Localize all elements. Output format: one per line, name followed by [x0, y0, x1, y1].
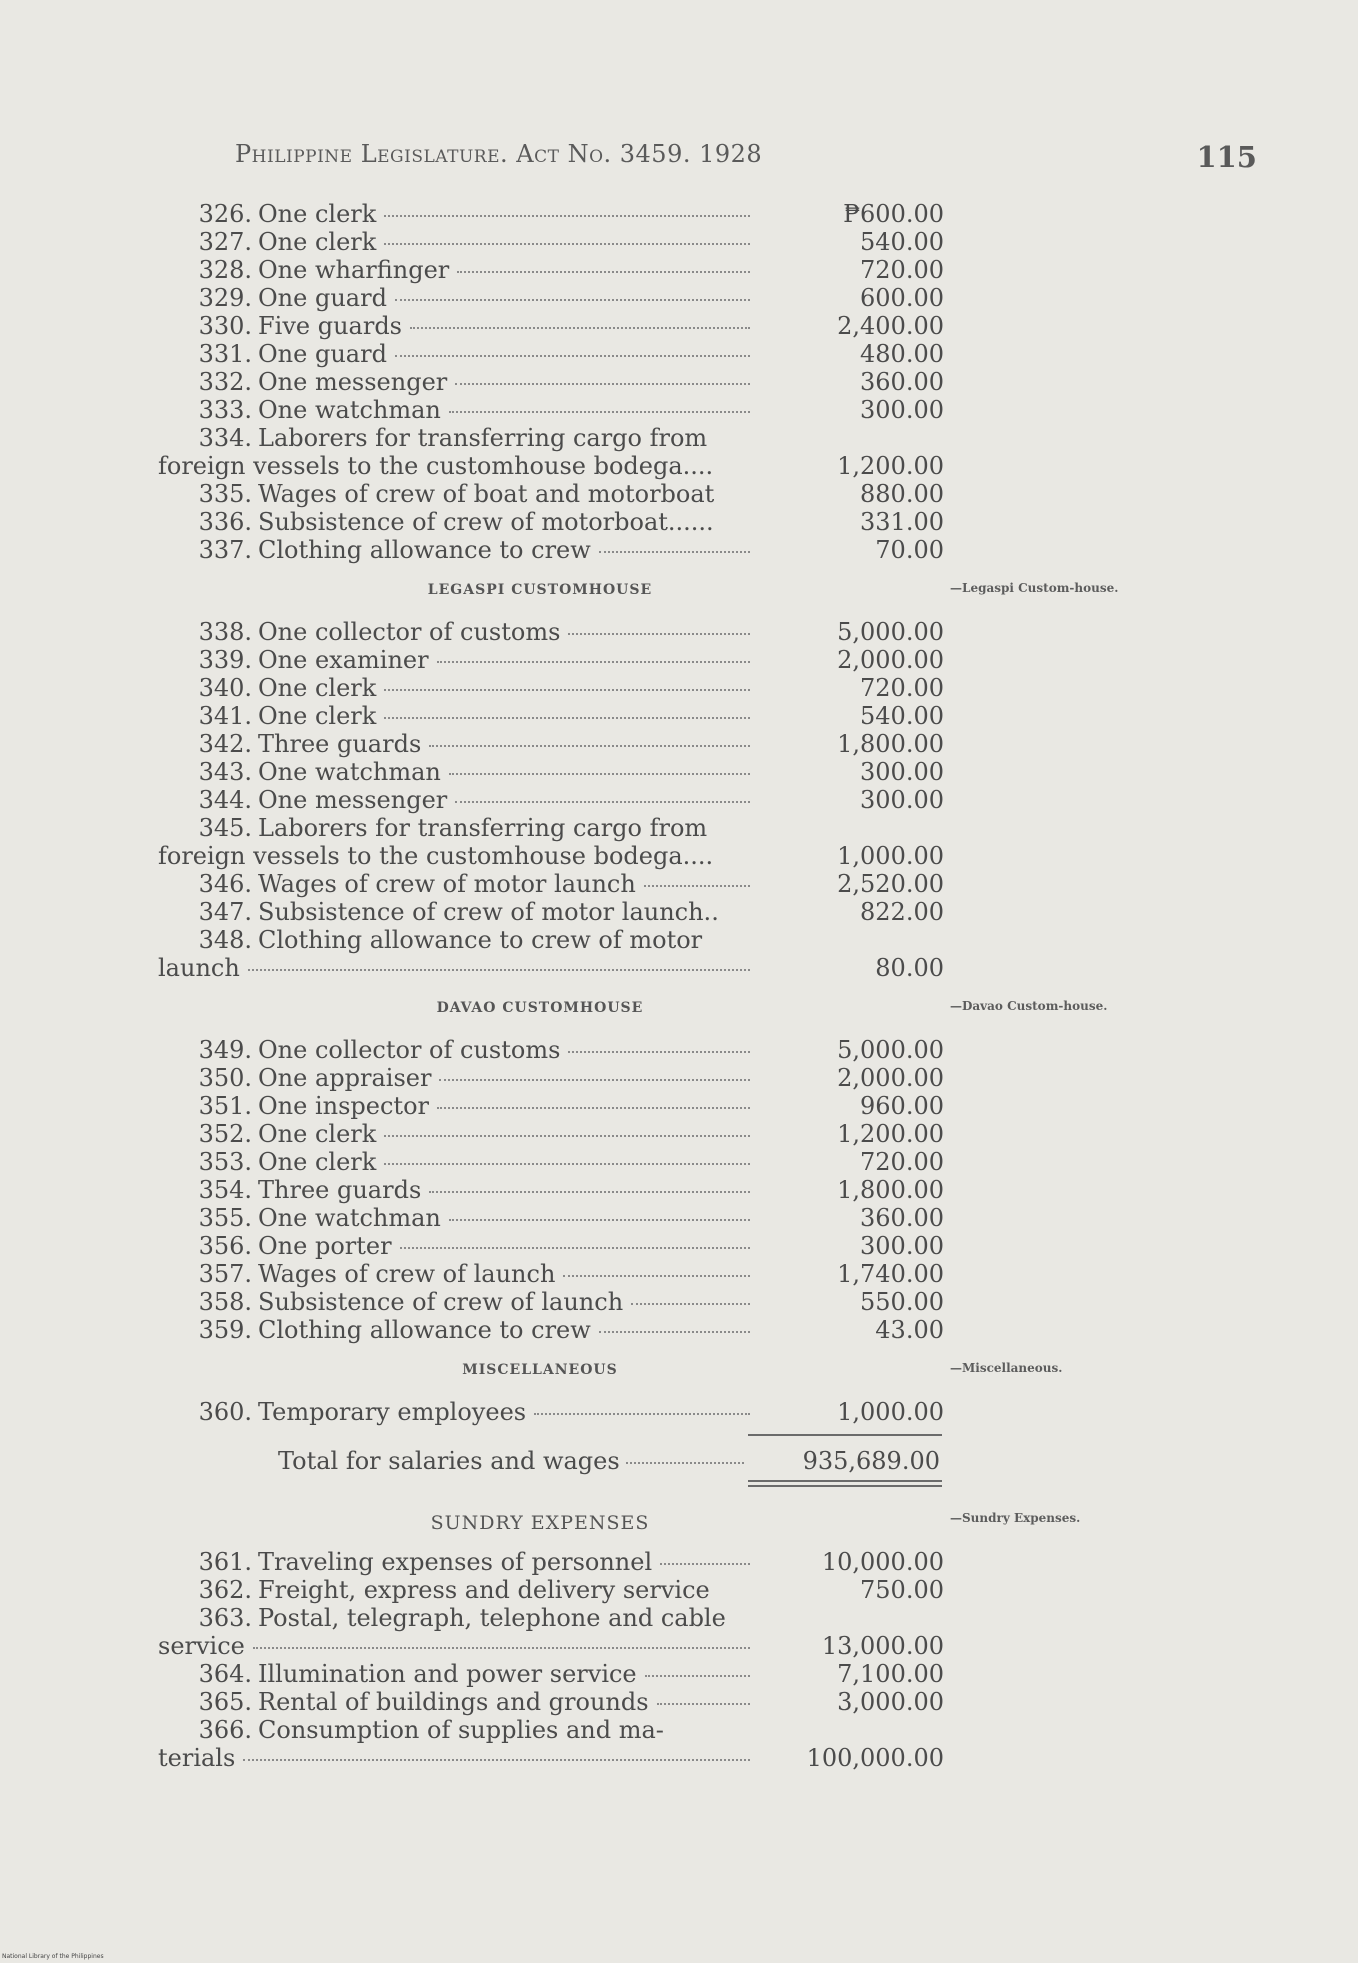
line-item: [0, 396, 960, 424]
item-label: Traveling expenses of personnel: [258, 1548, 750, 1576]
item-number: 347.: [198, 898, 252, 926]
item-amount: 300.00: [860, 786, 944, 814]
leader-dots: [449, 772, 750, 775]
item-amount: 1,000.00: [837, 842, 944, 870]
item-number: 327.: [198, 228, 252, 256]
leader-dots: [568, 632, 750, 635]
item-label: Freight, express and delivery service: [258, 1576, 710, 1604]
line-item: [0, 1232, 960, 1260]
item-number: 354.: [198, 1176, 252, 1204]
leader-dots: [599, 550, 750, 553]
line-item: [0, 424, 960, 452]
item-amount: 360.00: [860, 1204, 944, 1232]
leader-dots: [437, 660, 750, 663]
line-item: [0, 1716, 960, 1744]
item-number: 360.: [198, 1398, 252, 1426]
item-amount: ₱600.00: [843, 200, 944, 228]
item-amount: 2,000.00: [837, 1064, 944, 1092]
leader-dots: [384, 1162, 750, 1165]
item-label: One wharfinger: [258, 256, 750, 284]
item-amount: 70.00: [875, 536, 944, 564]
line-item: [0, 1204, 960, 1232]
item-number: 329.: [198, 284, 252, 312]
item-label: launch: [158, 954, 750, 982]
item-number: 328.: [198, 256, 252, 284]
page-number: 115: [1196, 140, 1257, 174]
item-number: 338.: [198, 618, 252, 646]
line-item: [0, 1064, 960, 1092]
line-item: [0, 1148, 960, 1176]
item-number: 335.: [198, 480, 252, 508]
item-number: 337.: [198, 536, 252, 564]
page-header: [235, 140, 1265, 180]
total-label: Total for salaries and wages: [278, 1446, 744, 1476]
margin-note: —Legaspi Custom-house.: [950, 581, 1119, 595]
item-amount: 100,000.00: [806, 1744, 944, 1772]
item-number: 342.: [198, 730, 252, 758]
item-label: Laborers for transferring cargo from: [258, 814, 708, 842]
item-number: 336.: [198, 508, 252, 536]
line-item: [0, 618, 960, 646]
item-number: 361.: [198, 1548, 252, 1576]
item-label: One watchman: [258, 758, 750, 786]
leader-dots: [449, 1218, 750, 1221]
item-number: 359.: [198, 1316, 252, 1344]
line-item: [0, 452, 960, 480]
item-number: 362.: [198, 1576, 252, 1604]
leader-dots: [660, 1562, 750, 1565]
item-number: 366.: [198, 1716, 252, 1744]
item-amount: 5,000.00: [837, 1036, 944, 1064]
item-label: One inspector: [258, 1092, 750, 1120]
leader-dots: [457, 270, 750, 273]
item-label: One messenger: [258, 368, 750, 396]
line-item: [0, 1036, 960, 1064]
leader-dots: [410, 326, 750, 329]
leader-dots: [644, 884, 750, 887]
running-title: Philippine Legislature. Act No. 3459. 1928: [235, 140, 763, 168]
item-label: One collector of customs: [258, 1036, 750, 1064]
item-amount: 80.00: [875, 954, 944, 982]
leader-dots: [384, 688, 750, 691]
section-heading: SUNDRY EXPENSES: [430, 1512, 650, 1534]
line-item: [0, 1316, 960, 1344]
line-item: [0, 1744, 960, 1772]
leader-dots: [384, 214, 750, 217]
item-label: One watchman: [258, 396, 750, 424]
item-label: foreign vessels to the customhouse bodega....: [158, 842, 714, 870]
line-item: [0, 1398, 960, 1426]
item-number: 364.: [198, 1660, 252, 1688]
item-amount: 720.00: [860, 1148, 944, 1176]
item-amount: 3,000.00: [837, 1688, 944, 1716]
item-label: Postal, telegraph, telephone and cable: [258, 1604, 726, 1632]
line-item: [0, 1120, 960, 1148]
item-number: 339.: [198, 646, 252, 674]
line-item: [0, 814, 960, 842]
total-rule-top: [748, 1434, 942, 1436]
item-label: Subsistence of crew of motorboat......: [258, 508, 714, 536]
item-label: One clerk: [258, 1120, 750, 1148]
item-label: Clothing allowance to crew: [258, 1316, 750, 1344]
item-label: Five guards: [258, 312, 750, 340]
item-label: Wages of crew of boat and motorboat: [258, 480, 715, 508]
leader-dots: [563, 1274, 750, 1277]
leader-dots: [384, 716, 750, 719]
leader-dots: [248, 968, 750, 971]
item-amount: 600.00: [860, 284, 944, 312]
item-number: 358.: [198, 1288, 252, 1316]
leader-dots: [455, 382, 750, 385]
item-amount: 43.00: [875, 1316, 944, 1344]
item-amount: 720.00: [860, 256, 944, 284]
item-label: Laborers for transferring cargo from: [258, 424, 708, 452]
item-amount: 300.00: [860, 1232, 944, 1260]
item-label: One guard: [258, 340, 750, 368]
item-number: 332.: [198, 368, 252, 396]
item-number: 355.: [198, 1204, 252, 1232]
section-heading: MISCELLANEOUS: [462, 1362, 618, 1378]
leader-dots: [631, 1302, 750, 1305]
total-amount: 935,689.00: [802, 1447, 940, 1475]
item-label: One collector of customs: [258, 618, 750, 646]
item-label: foreign vessels to the customhouse bodega....: [158, 452, 714, 480]
item-amount: 720.00: [860, 674, 944, 702]
item-amount: 1,000.00: [837, 1398, 944, 1426]
item-number: 341.: [198, 702, 252, 730]
leader-dots: [455, 800, 750, 803]
item-amount: 2,400.00: [837, 312, 944, 340]
item-amount: 13,000.00: [821, 1632, 944, 1660]
item-label: One messenger: [258, 786, 750, 814]
item-label: Clothing allowance to crew: [258, 536, 750, 564]
line-item: [0, 1176, 960, 1204]
line-item: [0, 1092, 960, 1120]
item-number: 353.: [198, 1148, 252, 1176]
line-item: [0, 898, 960, 926]
item-number: 350.: [198, 1064, 252, 1092]
item-label: Clothing allowance to crew of motor: [258, 926, 703, 954]
item-label: One examiner: [258, 646, 750, 674]
line-item: [0, 1660, 960, 1688]
line-item: [0, 646, 960, 674]
leader-dots: [599, 1330, 750, 1333]
item-number: 344.: [198, 786, 252, 814]
leader-dots: [384, 242, 750, 245]
line-item: [0, 480, 960, 508]
line-item: [0, 786, 960, 814]
line-item: [0, 312, 960, 340]
line-item: [0, 926, 960, 954]
item-number: 356.: [198, 1232, 252, 1260]
item-amount: 960.00: [860, 1092, 944, 1120]
margin-note: —Sundry Expenses.: [950, 1511, 1081, 1525]
item-amount: 360.00: [860, 368, 944, 396]
item-number: 340.: [198, 674, 252, 702]
item-number: 334.: [198, 424, 252, 452]
item-amount: 300.00: [860, 758, 944, 786]
item-amount: 880.00: [860, 480, 944, 508]
line-item: [0, 758, 960, 786]
line-item: [0, 200, 960, 228]
section-heading: LEGASPI CUSTOMHOUSE: [427, 582, 653, 598]
margin-note: —Davao Custom-house.: [950, 999, 1108, 1013]
item-label: Rental of buildings and grounds: [258, 1688, 750, 1716]
leader-dots: [657, 1702, 750, 1705]
item-amount: 822.00: [860, 898, 944, 926]
item-number: 331.: [198, 340, 252, 368]
leader-dots: [400, 1246, 750, 1249]
item-label: terials: [158, 1744, 750, 1772]
leader-dots: [534, 1412, 750, 1415]
leader-dots: [384, 1134, 750, 1137]
item-label: One watchman: [258, 1204, 750, 1232]
line-item: [0, 702, 960, 730]
item-amount: 1,800.00: [837, 730, 944, 758]
item-amount: 750.00: [860, 1576, 944, 1604]
item-amount: 1,740.00: [837, 1260, 944, 1288]
line-item: [0, 256, 960, 284]
leader-dots: [429, 744, 750, 747]
item-amount: 5,000.00: [837, 618, 944, 646]
line-item: [0, 842, 960, 870]
line-item: [0, 1260, 960, 1288]
leader-dots: [645, 1674, 750, 1677]
item-amount: 1,800.00: [837, 1176, 944, 1204]
item-number: 365.: [198, 1688, 252, 1716]
item-label: Three guards: [258, 730, 750, 758]
item-label: Temporary employees: [258, 1398, 750, 1426]
item-label: service: [158, 1632, 750, 1660]
item-number: 345.: [198, 814, 252, 842]
item-label: Subsistence of crew of motor launch..: [258, 898, 719, 926]
item-amount: 1,200.00: [837, 1120, 944, 1148]
item-label: One porter: [258, 1232, 750, 1260]
item-label: One clerk: [258, 228, 750, 256]
line-item: [0, 1576, 960, 1604]
item-number: 363.: [198, 1604, 252, 1632]
item-number: 352.: [198, 1120, 252, 1148]
item-amount: 1,200.00: [837, 452, 944, 480]
line-item: [0, 508, 960, 536]
line-item: [0, 536, 960, 564]
item-number: 326.: [198, 200, 252, 228]
item-number: 333.: [198, 396, 252, 424]
item-amount: 480.00: [860, 340, 944, 368]
item-amount: 331.00: [860, 508, 944, 536]
archive-stamp: National Library of the Philippines: [2, 1953, 104, 1960]
item-amount: 300.00: [860, 396, 944, 424]
item-label: One clerk: [258, 674, 750, 702]
leader-dots: [395, 354, 750, 357]
item-amount: 540.00: [860, 702, 944, 730]
item-label: Wages of crew of motor launch: [258, 870, 750, 898]
item-number: 357.: [198, 1260, 252, 1288]
item-label: One clerk: [258, 200, 750, 228]
leader-dots: [253, 1646, 750, 1649]
line-item: [0, 1632, 960, 1660]
item-label: One appraiser: [258, 1064, 750, 1092]
item-number: 343.: [198, 758, 252, 786]
line-item: [0, 1604, 960, 1632]
total-row: [278, 1446, 948, 1476]
leader-dots: [626, 1462, 744, 1464]
margin-note: —Miscellaneous.: [950, 1361, 1063, 1375]
leader-dots: [429, 1190, 750, 1193]
item-label: Wages of crew of launch: [258, 1260, 750, 1288]
item-number: 346.: [198, 870, 252, 898]
item-amount: 7,100.00: [837, 1660, 944, 1688]
item-number: 330.: [198, 312, 252, 340]
item-label: Three guards: [258, 1176, 750, 1204]
line-item: [0, 368, 960, 396]
item-label: Illumination and power service: [258, 1660, 750, 1688]
item-label: One clerk: [258, 1148, 750, 1176]
line-item: [0, 284, 960, 312]
line-item: [0, 1688, 960, 1716]
line-item: [0, 674, 960, 702]
section-heading: DAVAO CUSTOMHOUSE: [436, 1000, 644, 1016]
line-item: [0, 1288, 960, 1316]
leader-dots: [437, 1106, 750, 1109]
item-number: 349.: [198, 1036, 252, 1064]
leader-dots: [243, 1758, 750, 1761]
item-amount: 2,520.00: [837, 870, 944, 898]
item-number: 351.: [198, 1092, 252, 1120]
leader-dots: [449, 410, 750, 413]
leader-dots: [568, 1050, 750, 1053]
total-rule-double: [748, 1485, 942, 1487]
line-item: [0, 954, 960, 982]
line-item: [0, 228, 960, 256]
leader-dots: [395, 298, 750, 301]
line-item: [0, 340, 960, 368]
item-label: Subsistence of crew of launch: [258, 1288, 750, 1316]
leader-dots: [439, 1078, 750, 1081]
item-label: One clerk: [258, 702, 750, 730]
total-rule-double: [748, 1480, 942, 1482]
line-item: [0, 870, 960, 898]
item-amount: 550.00: [860, 1288, 944, 1316]
item-amount: 10,000.00: [821, 1548, 944, 1576]
line-item: [0, 730, 960, 758]
item-number: 348.: [198, 926, 252, 954]
line-item: [0, 1548, 960, 1576]
item-amount: 540.00: [860, 228, 944, 256]
item-label: Consumption of supplies and ma-: [258, 1716, 664, 1744]
item-amount: 2,000.00: [837, 646, 944, 674]
item-label: One guard: [258, 284, 750, 312]
